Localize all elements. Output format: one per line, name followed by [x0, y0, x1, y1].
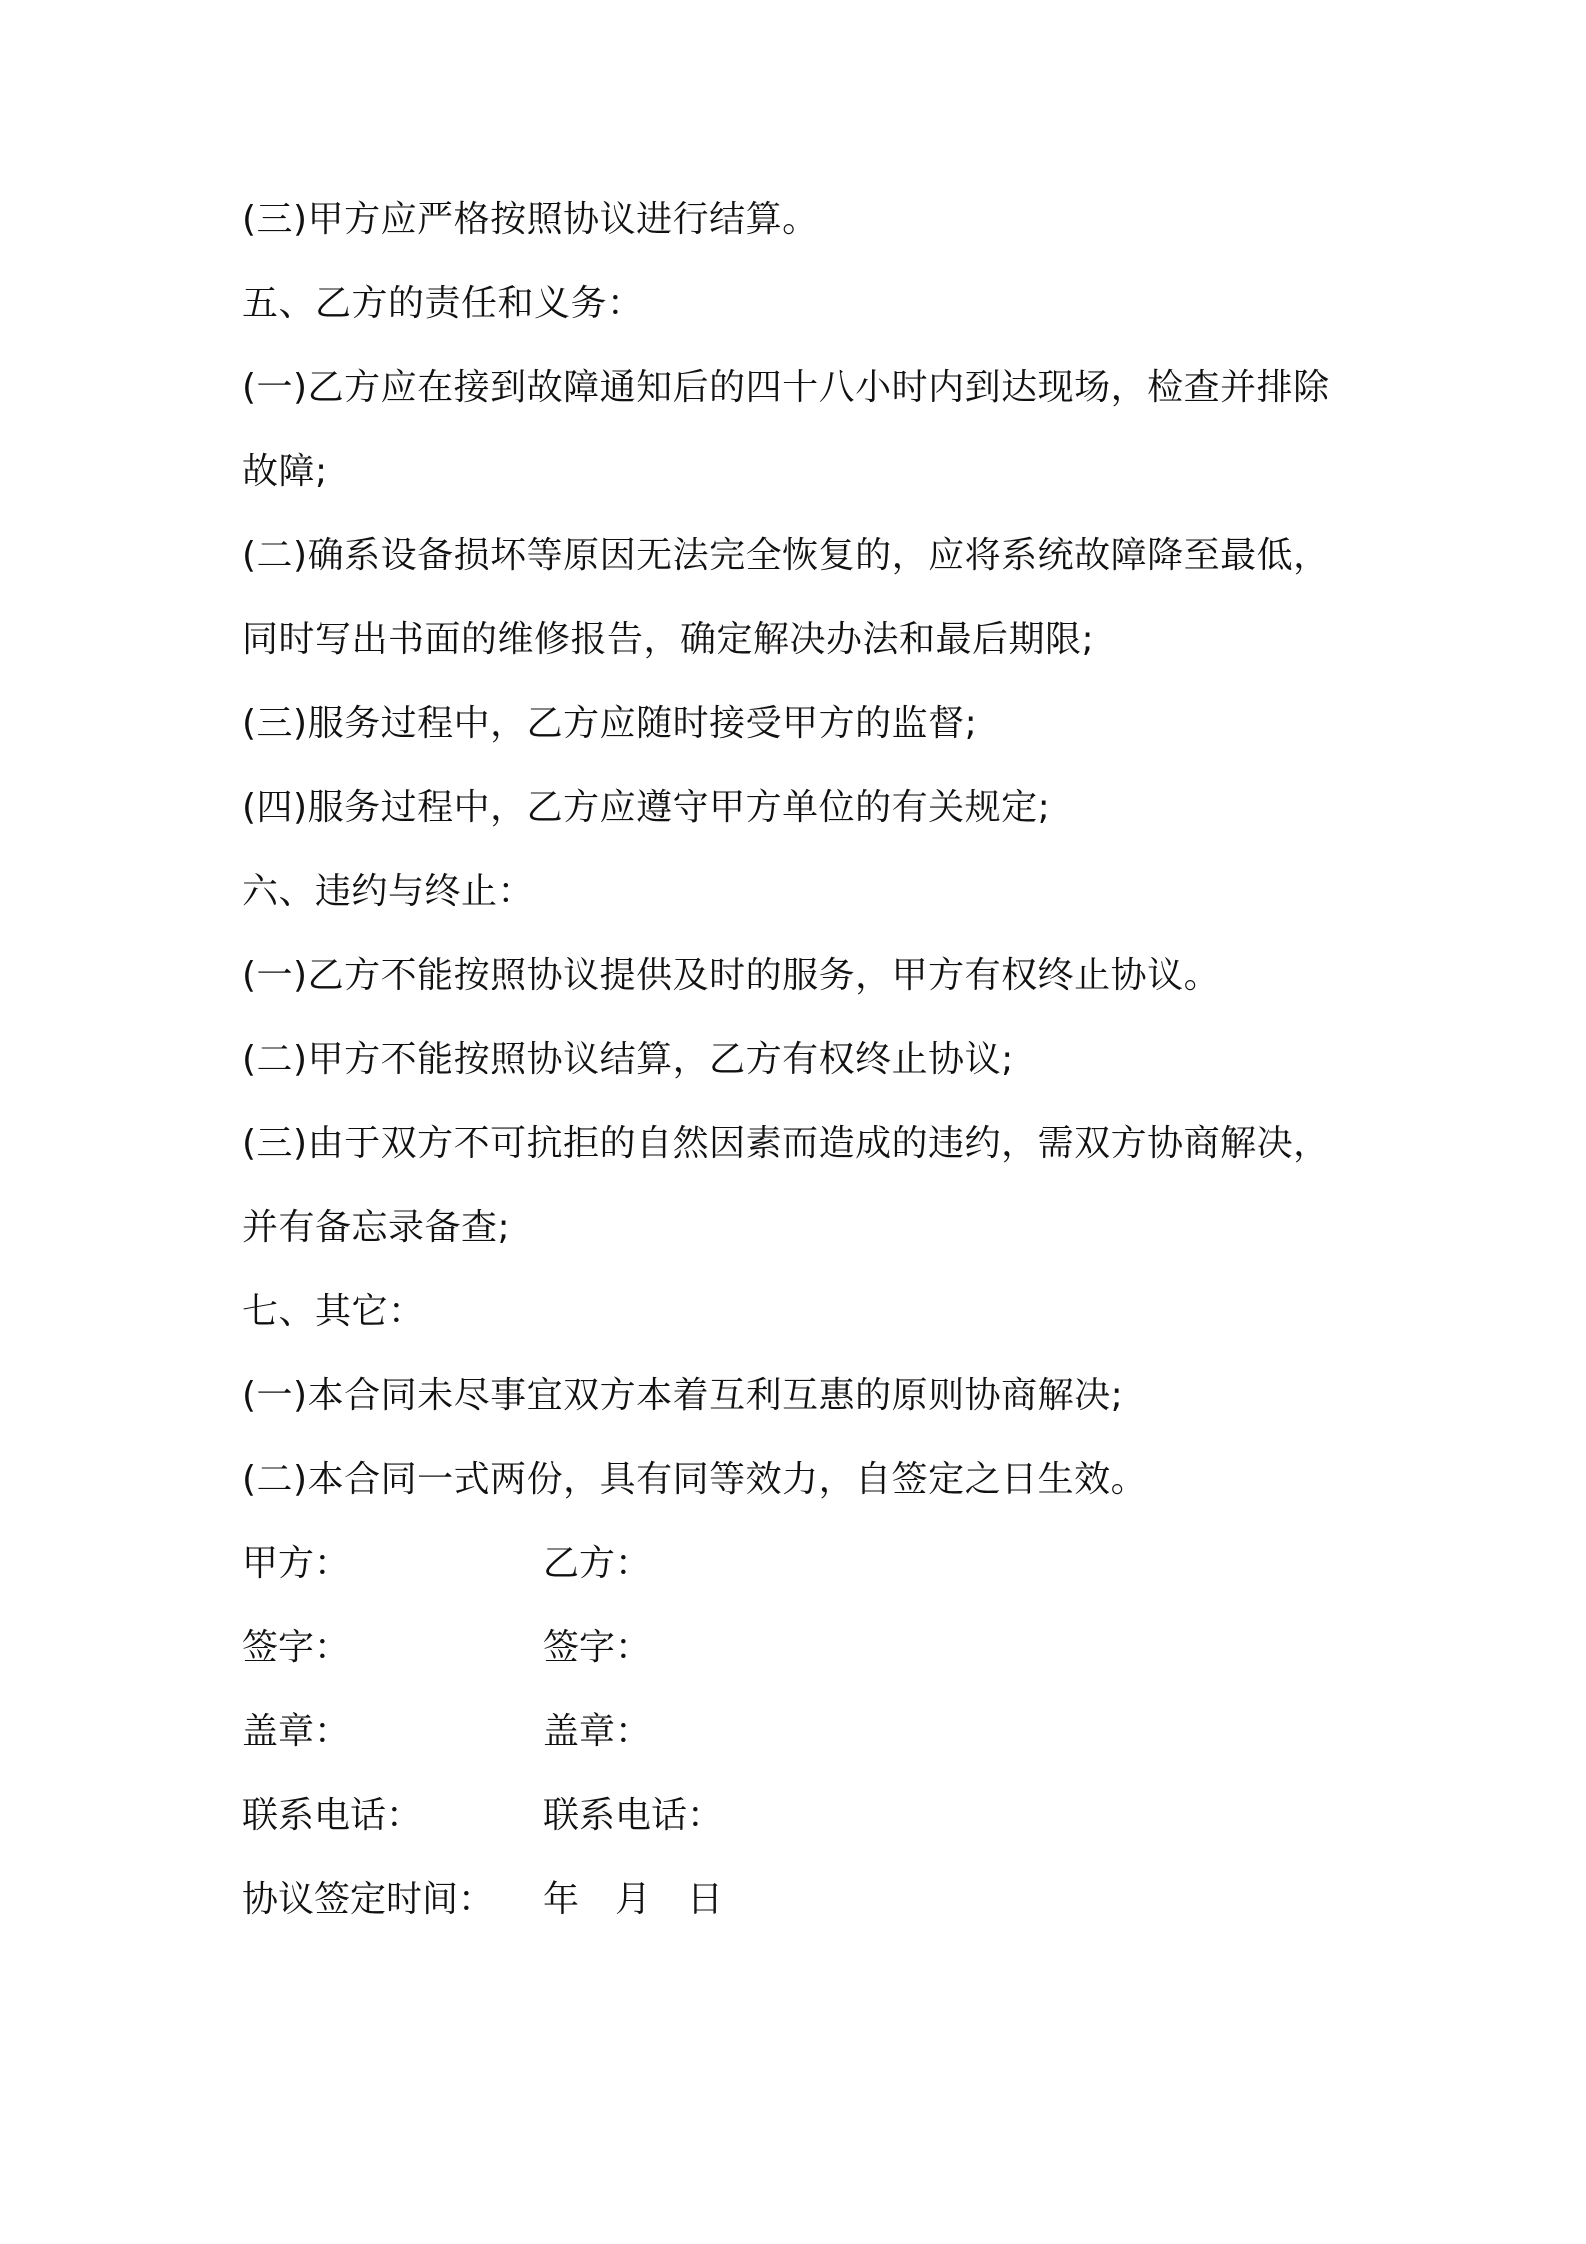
section-heading: 六、违约与终止：: [242, 871, 535, 912]
clause-line: (三)甲方应严格按照协议进行结算。: [242, 199, 819, 240]
signature-row-phone: [242, 1792, 1372, 1876]
clause-line: (三)由于双方不可抗拒的自然因素而造成的违约，需双方协商解决，: [242, 1123, 1330, 1164]
section-heading: 七、其它：: [242, 1291, 425, 1332]
clause-line: (一)本合同未尽事宜双方本着互利互惠的原则协商解决;: [242, 1375, 1124, 1416]
day-label: 日: [687, 1879, 724, 1920]
clause-line: (二)甲方不能按照协议结算，乙方有权终止协议;: [242, 1039, 1014, 1080]
clause-line: (三)服务过程中，乙方应随时接受甲方的监督;: [242, 703, 978, 744]
sign-b-label: 签字：: [543, 1627, 652, 1668]
sign-a-label: 签字：: [242, 1627, 351, 1668]
clause-line: (二)确系设备损坏等原因无法完全恢复的，应将系统故障降至最低，: [242, 535, 1330, 576]
party-b-label: 乙方：: [543, 1543, 652, 1584]
signature-row-party: [242, 1540, 1372, 1624]
month-label: 月: [615, 1879, 652, 1920]
party-a-label: 甲方：: [242, 1543, 351, 1584]
contract-text: [242, 196, 1372, 1960]
seal-b-label: 盖章：: [543, 1711, 652, 1752]
clause-line: (四)服务过程中，乙方应遵守甲方单位的有关规定;: [242, 787, 1051, 828]
year-label: 年: [543, 1879, 580, 1920]
signature-row-sign: [242, 1624, 1372, 1708]
clause-line: (一)乙方应在接到故障通知后的四十八小时内到达现场，检查并排除: [242, 367, 1330, 408]
signature-row-seal: [242, 1708, 1372, 1792]
clause-line: 同时写出书面的维修报告，确定解决办法和最后期限;: [242, 619, 1095, 660]
clause-line: 故障;: [242, 451, 328, 492]
clause-line: (二)本合同一式两份，具有同等效力，自签定之日生效。: [242, 1459, 1148, 1500]
section-heading: 五、乙方的责任和义务：: [242, 283, 644, 324]
date-fields: [543, 1876, 723, 1924]
phone-a-label: 联系电话：: [242, 1795, 423, 1836]
seal-a-label: 盖章：: [242, 1711, 351, 1752]
clause-line: (一)乙方不能按照协议提供及时的服务，甲方有权终止协议。: [242, 955, 1221, 996]
signature-row-date: [242, 1876, 1372, 1960]
clause-line: 并有备忘录备查;: [242, 1207, 511, 1248]
phone-b-label: 联系电话：: [543, 1795, 724, 1836]
date-label: 协议签定时间：: [242, 1879, 495, 1920]
